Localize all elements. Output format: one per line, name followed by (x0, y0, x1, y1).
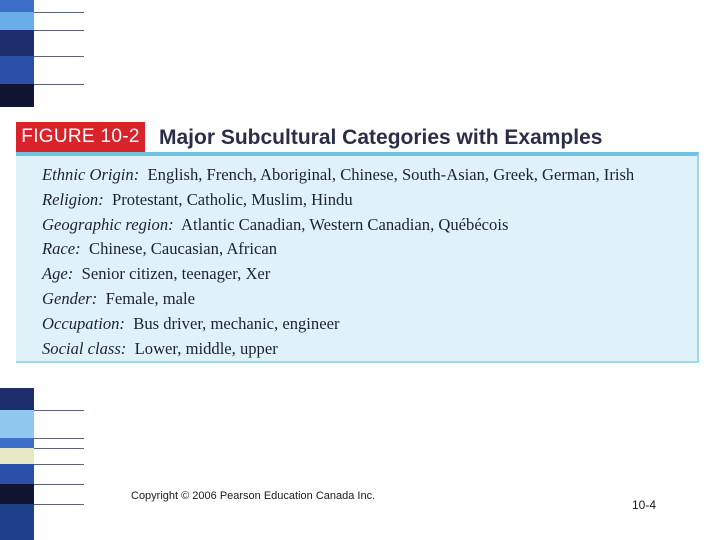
category-examples: Atlantic Canadian, Western Canadian, Québécois (181, 214, 509, 234)
category-row (42, 237, 634, 262)
category-key: Social class: (42, 338, 127, 358)
category-examples: Bus driver, mechanic, engineer (133, 313, 340, 333)
category-key: Gender: (42, 288, 98, 308)
category-key: Race: (42, 239, 81, 259)
category-row (42, 163, 634, 188)
category-examples: Lower, middle, upper (134, 338, 278, 358)
decorative-stripe-top (0, 0, 84, 107)
category-key: Geographic region: (42, 214, 174, 234)
category-examples: Chinese, Caucasian, African (89, 239, 278, 259)
category-examples: Senior citizen, teenager, Xer (81, 264, 271, 284)
category-row (42, 262, 634, 287)
decorative-stripe-bottom (0, 388, 84, 540)
category-key: Ethnic Origin: (42, 165, 140, 184)
copyright-text: Copyright © 2006 Pearson Education Canada Inc. (131, 490, 376, 502)
category-examples: Female, male (105, 288, 195, 308)
category-key: Age: (42, 264, 74, 284)
category-key: Religion: (42, 189, 104, 209)
figure-title: Major Subcultural Categories with Examples (159, 126, 603, 149)
category-examples: English, French, Aboriginal, Chinese, South-Asian, Greek, German, Irish (147, 165, 635, 184)
categories-list (42, 163, 634, 361)
category-key: Occupation: (42, 313, 125, 333)
category-row (42, 188, 634, 213)
category-examples: Protestant, Catholic, Muslim, Hindu (112, 189, 353, 209)
category-row (42, 337, 634, 362)
page-number: 10-4 (632, 498, 657, 512)
category-row (42, 213, 634, 238)
category-row (42, 287, 634, 312)
category-row (42, 312, 634, 337)
figure-label: FIGURE 10-2 (16, 122, 145, 152)
